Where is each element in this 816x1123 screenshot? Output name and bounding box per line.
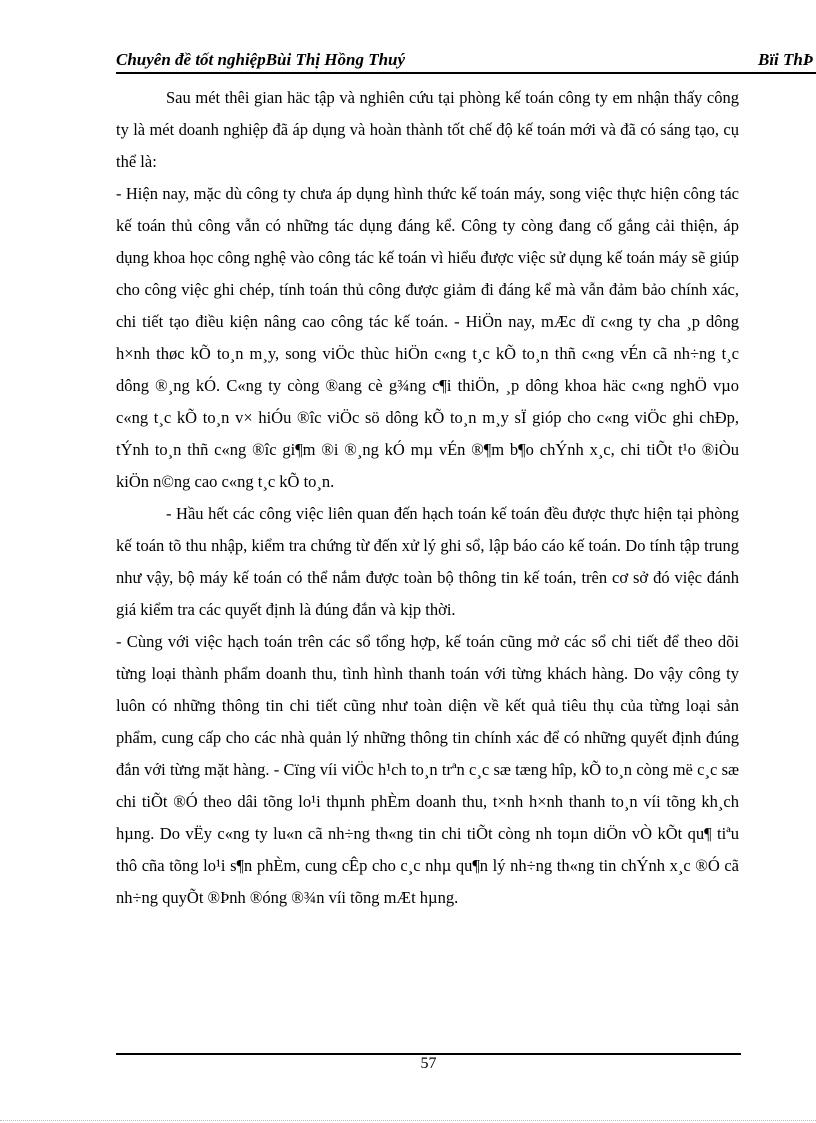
document-body [116,82,739,914]
page-number: 57 [420,1055,437,1072]
page-bottom-border [0,1120,816,1121]
page-header [116,48,816,74]
paragraph-detailed-ledgers: - Cùng với việc hạch toán trên các sổ tổng hợp, kế toán cũng mở các sổ chi tiết để theo dõi từng loại thành phẩm doanh thu, tình hình thanh toán với từng khách hàng. Do vậy công ty luôn có những thông tin chi tiết cũng như toàn diện về kết quả tiêu thụ của từng loại sản phẩm, cung cấp cho các nhà quản lý những thông tin chính xác để có những quyết định đúng đắn với từng mặt hàng. - Cïng víi viÖc h¹ch to¸n trªn c¸c sæ tæng hîp, kÕ to¸n còng më c¸c sæ chi tiÕt ®Ó theo dâi tõng lo¹i thµnh phÈm doanh thu, t×nh h×nh thanh to¸n víi tõng kh¸ch hµng. Do vËy c«ng ty lu«n cã nh÷ng th«ng tin chi tiÕt còng nh toµn diÖn vÒ kÕt qu¶ tiªu thô cña tõng lo¹i s¶n phÈm, cung cÊp cho c¸c nhµ qu¶n lý nh÷ng th«ng tin chÝnh x¸c ®Ó cã nh÷ng quyÕt ®Þnh ®óng ®¾n víi tõng mÆt hµng. [116,632,739,907]
header-author-truncated: Bïi ThÞ [758,50,814,69]
paragraph-intro: Sau mét thêi gian häc tập và nghiên cứu tại phòng kế toán công ty em nhận thấy công ty là mét doanh nghiệp đã áp dụng và hoàn thành tốt chế độ kế toán mới và đã có sáng tạo, cụ thể là: [116,88,739,171]
paragraph-manual-accounting: - Hiện nay, mặc dù công ty chưa áp dụng hình thức kế toán máy, song việc thực hiện công tác kế toán thủ công vẫn có những tác dụng đáng kể. Công ty còng đang cố gắng cải thiện, áp dụng khoa học công nghệ vào công tác kế toán vì hiểu được việc sử dụng kế toán máy sẽ giúp cho công việc ghi chép, tính toán thủ công được giảm đi đáng kể mà vẫn đảm bảo chính xác, chi tiết tạo điều kiện nâng cao công tác kế toán. - HiÖn nay, mÆc dï c«ng ty cha ¸p dông h×nh thøc kÕ to¸n m¸y, song viÖc thùc hiÖn c«ng t¸c kÕ to¸n thñ c«ng vÉn cã nh÷ng t¸c dông ®¸ng kÓ. C«ng ty còng ®ang cè g¾ng c¶i thiÖn, ¸p dông khoa häc c«ng nghÖ vµo c«ng t¸c kÕ to¸n v× hiÓu ®îc viÖc sö dông kÕ to¸n m¸y sÏ gióp cho c«ng viÖc ghi chÐp, tÝnh to¸n thñ c«ng ®îc gi¶m ®i ®¸ng kÓ mµ vÉn ®¶m b¶o chÝnh x¸c, chi tiÕt t¹o ®iÒu kiÖn n©ng cao c«ng t¸c kÕ to¸n. [116,184,739,491]
header-title: Chuyên đề tốt nghiệpBùi Thị Hồng Thuý [116,50,406,69]
paragraph-centralized-accounting: - Hầu hết các công việc liên quan đến hạch toán kế toán đều được thực hiện tại phòng kế toán tõ thu nhập, kiểm tra chứng từ đến xử lý ghi sổ, lập báo cáo kế toán. Do tính tập trung như vậy, bộ máy kế toán có thể nắm được toàn bộ thông tin kế toán, trên cơ sở đó việc đánh giá kiểm tra các quyết định là đúng đắn và kịp thời. [116,504,739,619]
